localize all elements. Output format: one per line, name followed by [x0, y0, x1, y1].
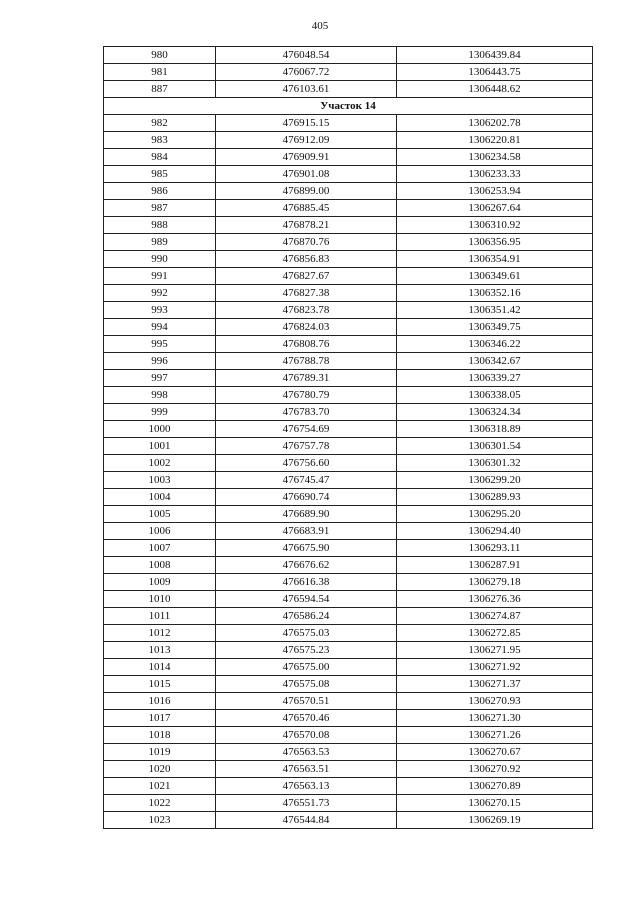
y-coordinate-cell: 1306270.67 — [397, 744, 593, 761]
point-number-cell: 1004 — [104, 489, 216, 506]
x-coordinate-cell: 476586.24 — [216, 608, 397, 625]
y-coordinate-cell: 1306271.92 — [397, 659, 593, 676]
y-coordinate-cell: 1306299.20 — [397, 472, 593, 489]
table-row — [104, 574, 593, 591]
table-row — [104, 557, 593, 574]
x-coordinate-cell: 476899.00 — [216, 183, 397, 200]
x-coordinate-cell: 476683.91 — [216, 523, 397, 540]
point-number-cell: 989 — [104, 234, 216, 251]
point-number-cell: 993 — [104, 302, 216, 319]
point-number-cell: 997 — [104, 370, 216, 387]
y-coordinate-cell: 1306271.26 — [397, 727, 593, 744]
point-number-cell: 1020 — [104, 761, 216, 778]
y-coordinate-cell: 1306272.85 — [397, 625, 593, 642]
table-row — [104, 812, 593, 829]
y-coordinate-cell: 1306338.05 — [397, 387, 593, 404]
y-coordinate-cell: 1306324.34 — [397, 404, 593, 421]
point-number-cell: 1018 — [104, 727, 216, 744]
table-row — [104, 659, 593, 676]
x-coordinate-cell: 476870.76 — [216, 234, 397, 251]
y-coordinate-cell: 1306301.32 — [397, 455, 593, 472]
point-number-cell: 1001 — [104, 438, 216, 455]
y-coordinate-cell: 1306443.75 — [397, 64, 593, 81]
point-number-cell: 984 — [104, 149, 216, 166]
point-number-cell: 1010 — [104, 591, 216, 608]
point-number-cell: 1009 — [104, 574, 216, 591]
y-coordinate-cell: 1306289.93 — [397, 489, 593, 506]
x-coordinate-cell: 476563.51 — [216, 761, 397, 778]
table-row — [104, 591, 593, 608]
point-number-cell: 986 — [104, 183, 216, 200]
y-coordinate-cell: 1306293.11 — [397, 540, 593, 557]
x-coordinate-cell: 476878.21 — [216, 217, 397, 234]
y-coordinate-cell: 1306294.40 — [397, 523, 593, 540]
table-row — [104, 200, 593, 217]
y-coordinate-cell: 1306295.20 — [397, 506, 593, 523]
x-coordinate-cell: 476675.90 — [216, 540, 397, 557]
table-row — [104, 523, 593, 540]
x-coordinate-cell: 476757.78 — [216, 438, 397, 455]
x-coordinate-cell: 476789.31 — [216, 370, 397, 387]
x-coordinate-cell: 476570.08 — [216, 727, 397, 744]
table-row — [104, 676, 593, 693]
point-number-cell: 1014 — [104, 659, 216, 676]
point-number-cell: 994 — [104, 319, 216, 336]
y-coordinate-cell: 1306267.64 — [397, 200, 593, 217]
point-number-cell: 1008 — [104, 557, 216, 574]
point-number-cell: 982 — [104, 115, 216, 132]
point-number-cell: 981 — [104, 64, 216, 81]
point-number-cell: 990 — [104, 251, 216, 268]
point-number-cell: 1011 — [104, 608, 216, 625]
table-row — [104, 81, 593, 98]
x-coordinate-cell: 476048.54 — [216, 47, 397, 64]
point-number-cell: 1002 — [104, 455, 216, 472]
y-coordinate-cell: 1306202.78 — [397, 115, 593, 132]
y-coordinate-cell: 1306270.89 — [397, 778, 593, 795]
table-row — [104, 302, 593, 319]
table-row — [104, 353, 593, 370]
point-number-cell: 1017 — [104, 710, 216, 727]
x-coordinate-cell: 476827.38 — [216, 285, 397, 302]
x-coordinate-cell: 476754.69 — [216, 421, 397, 438]
x-coordinate-cell: 476901.08 — [216, 166, 397, 183]
y-coordinate-cell: 1306287.91 — [397, 557, 593, 574]
table-row — [104, 608, 593, 625]
table-row — [104, 540, 593, 557]
x-coordinate-cell: 476616.38 — [216, 574, 397, 591]
point-number-cell: 985 — [104, 166, 216, 183]
point-number-cell: 998 — [104, 387, 216, 404]
y-coordinate-cell: 1306234.58 — [397, 149, 593, 166]
y-coordinate-cell: 1306233.33 — [397, 166, 593, 183]
rows-after-section — [104, 115, 593, 829]
x-coordinate-cell: 476575.00 — [216, 659, 397, 676]
point-number-cell: 987 — [104, 200, 216, 217]
x-coordinate-cell: 476551.73 — [216, 795, 397, 812]
x-coordinate-cell: 476563.13 — [216, 778, 397, 795]
point-number-cell: 1006 — [104, 523, 216, 540]
y-coordinate-cell: 1306318.89 — [397, 421, 593, 438]
table-row — [104, 251, 593, 268]
y-coordinate-cell: 1306448.62 — [397, 81, 593, 98]
point-number-cell: 995 — [104, 336, 216, 353]
point-number-cell: 983 — [104, 132, 216, 149]
table-row — [104, 778, 593, 795]
x-coordinate-cell: 476824.03 — [216, 319, 397, 336]
y-coordinate-cell: 1306270.92 — [397, 761, 593, 778]
y-coordinate-cell: 1306279.18 — [397, 574, 593, 591]
x-coordinate-cell: 476756.60 — [216, 455, 397, 472]
y-coordinate-cell: 1306352.16 — [397, 285, 593, 302]
y-coordinate-cell: 1306271.37 — [397, 676, 593, 693]
y-coordinate-cell: 1306349.75 — [397, 319, 593, 336]
y-coordinate-cell: 1306271.95 — [397, 642, 593, 659]
point-number-cell: 999 — [104, 404, 216, 421]
x-coordinate-cell: 476856.83 — [216, 251, 397, 268]
x-coordinate-cell: 476827.67 — [216, 268, 397, 285]
x-coordinate-cell: 476544.84 — [216, 812, 397, 829]
y-coordinate-cell: 1306339.27 — [397, 370, 593, 387]
y-coordinate-cell: 1306351.42 — [397, 302, 593, 319]
rows-before-section — [104, 47, 593, 98]
point-number-cell: 1023 — [104, 812, 216, 829]
x-coordinate-cell: 476067.72 — [216, 64, 397, 81]
point-number-cell: 988 — [104, 217, 216, 234]
table-row — [104, 149, 593, 166]
point-number-cell: 1000 — [104, 421, 216, 438]
table-row — [104, 438, 593, 455]
table-row — [104, 744, 593, 761]
table-row — [104, 727, 593, 744]
y-coordinate-cell: 1306274.87 — [397, 608, 593, 625]
y-coordinate-cell: 1306270.93 — [397, 693, 593, 710]
y-coordinate-cell: 1306439.84 — [397, 47, 593, 64]
y-coordinate-cell: 1306356.95 — [397, 234, 593, 251]
table-row — [104, 489, 593, 506]
table-row — [104, 387, 593, 404]
section-header-row — [104, 98, 593, 115]
x-coordinate-cell: 476570.46 — [216, 710, 397, 727]
point-number-cell: 992 — [104, 285, 216, 302]
point-number-cell: 1021 — [104, 778, 216, 795]
x-coordinate-cell: 476780.79 — [216, 387, 397, 404]
point-number-cell: 1022 — [104, 795, 216, 812]
section-title: Участок 14 — [104, 98, 593, 115]
point-number-cell: 996 — [104, 353, 216, 370]
y-coordinate-cell: 1306253.94 — [397, 183, 593, 200]
point-number-cell: 1019 — [104, 744, 216, 761]
x-coordinate-cell: 476575.23 — [216, 642, 397, 659]
y-coordinate-cell: 1306310.92 — [397, 217, 593, 234]
table-row — [104, 370, 593, 387]
table-row — [104, 115, 593, 132]
point-number-cell: 1005 — [104, 506, 216, 523]
point-number-cell: 1013 — [104, 642, 216, 659]
table-row — [104, 625, 593, 642]
point-number-cell: 1012 — [104, 625, 216, 642]
section-header-group — [104, 98, 593, 115]
x-coordinate-cell: 476103.61 — [216, 81, 397, 98]
x-coordinate-cell: 476689.90 — [216, 506, 397, 523]
point-number-cell: 1016 — [104, 693, 216, 710]
table-row — [104, 455, 593, 472]
coordinates-table — [103, 46, 593, 829]
y-coordinate-cell: 1306269.19 — [397, 812, 593, 829]
table-row — [104, 642, 593, 659]
x-coordinate-cell: 476575.08 — [216, 676, 397, 693]
table-row — [104, 421, 593, 438]
table-row — [104, 319, 593, 336]
x-coordinate-cell: 476915.15 — [216, 115, 397, 132]
x-coordinate-cell: 476570.51 — [216, 693, 397, 710]
point-number-cell: 980 — [104, 47, 216, 64]
point-number-cell: 991 — [104, 268, 216, 285]
y-coordinate-cell: 1306342.67 — [397, 353, 593, 370]
point-number-cell: 887 — [104, 81, 216, 98]
table-row — [104, 506, 593, 523]
x-coordinate-cell: 476575.03 — [216, 625, 397, 642]
table-row — [104, 761, 593, 778]
x-coordinate-cell: 476823.78 — [216, 302, 397, 319]
x-coordinate-cell: 476788.78 — [216, 353, 397, 370]
y-coordinate-cell: 1306354.91 — [397, 251, 593, 268]
table-row — [104, 183, 593, 200]
x-coordinate-cell: 476885.45 — [216, 200, 397, 217]
x-coordinate-cell: 476783.70 — [216, 404, 397, 421]
table-row — [104, 234, 593, 251]
x-coordinate-cell: 476909.91 — [216, 149, 397, 166]
table-row — [104, 472, 593, 489]
table-row — [104, 268, 593, 285]
table-row — [104, 336, 593, 353]
x-coordinate-cell: 476745.47 — [216, 472, 397, 489]
table-row — [104, 404, 593, 421]
x-coordinate-cell: 476563.53 — [216, 744, 397, 761]
x-coordinate-cell: 476690.74 — [216, 489, 397, 506]
x-coordinate-cell: 476808.76 — [216, 336, 397, 353]
y-coordinate-cell: 1306349.61 — [397, 268, 593, 285]
table-row — [104, 217, 593, 234]
table-row — [104, 710, 593, 727]
point-number-cell: 1007 — [104, 540, 216, 557]
table-row — [104, 166, 593, 183]
table-row — [104, 285, 593, 302]
point-number-cell: 1015 — [104, 676, 216, 693]
x-coordinate-cell: 476676.62 — [216, 557, 397, 574]
page-number: 405 — [311, 20, 329, 32]
table-row — [104, 132, 593, 149]
y-coordinate-cell: 1306276.36 — [397, 591, 593, 608]
table-row — [104, 64, 593, 81]
table-row — [104, 795, 593, 812]
y-coordinate-cell: 1306346.22 — [397, 336, 593, 353]
y-coordinate-cell: 1306270.15 — [397, 795, 593, 812]
y-coordinate-cell: 1306301.54 — [397, 438, 593, 455]
x-coordinate-cell: 476594.54 — [216, 591, 397, 608]
table-row — [104, 693, 593, 710]
x-coordinate-cell: 476912.09 — [216, 132, 397, 149]
y-coordinate-cell: 1306271.30 — [397, 710, 593, 727]
y-coordinate-cell: 1306220.81 — [397, 132, 593, 149]
table-row — [104, 47, 593, 64]
point-number-cell: 1003 — [104, 472, 216, 489]
